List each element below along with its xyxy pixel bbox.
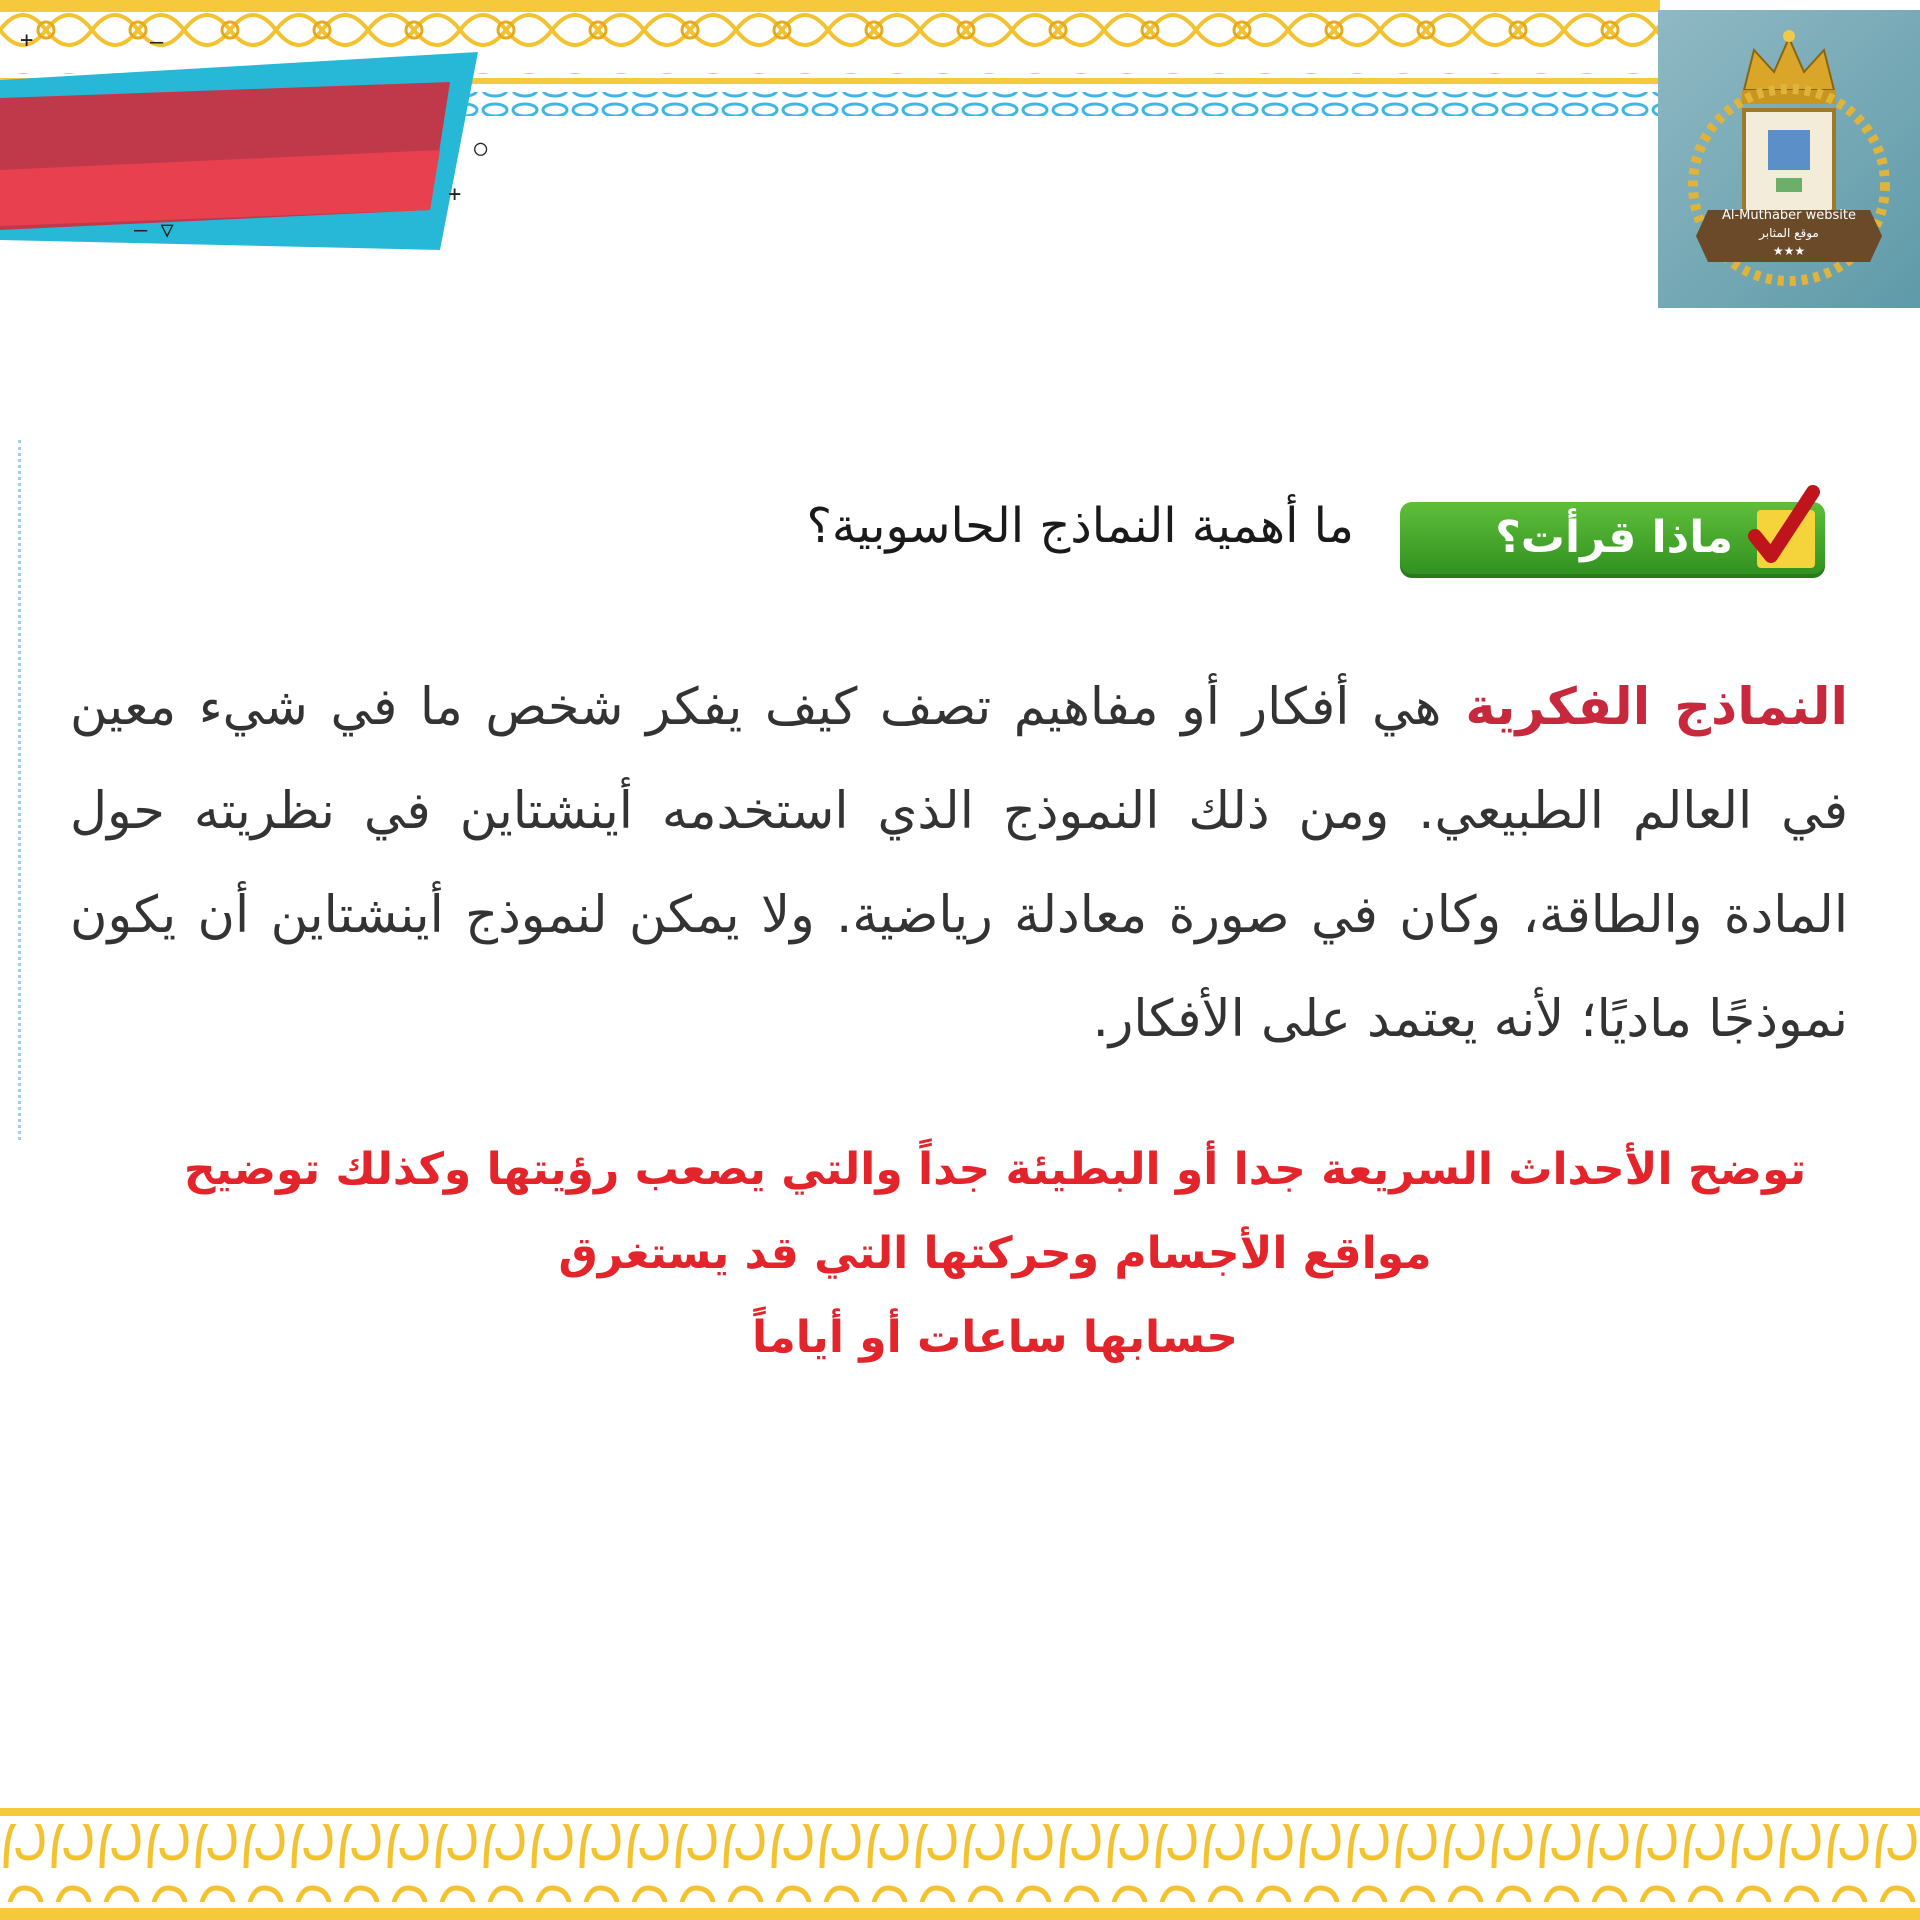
term-mental-models: النماذج الفكرية (1465, 678, 1849, 737)
ribbon-mark-plus: + (20, 28, 34, 53)
site-logo (1658, 10, 1920, 308)
decorative-ribbon (0, 40, 500, 250)
definition-paragraph (70, 656, 1848, 1072)
logo-text-arabic: موقع المثابر (1759, 226, 1819, 240)
badge-label: ماذا قرأت؟ (1495, 512, 1733, 563)
bottom-ornamental-border (0, 1808, 1920, 1920)
ribbon-mark-circle: ○ (474, 136, 488, 161)
paragraph-body: هي أفكار أو مفاهيم تصف كيف يفكر شخص ما في شيء معين في العالم الطبيعي. ومن ذلك النموذج الذي استخدمه أينشتاين في نظريته حول المادة والطاقة، وكان في صورة معادلة رياضية. ولا يمكن لنموذج أينشتاين أن يكون نموذجًا ماديًا؛ لأنه يعتمد على الأفكار. (70, 678, 1848, 1049)
what-did-you-read-badge (1400, 502, 1825, 578)
checkmark-icon (1741, 484, 1821, 574)
answer-line-1: توضح الأحداث السريعة جدا أو البطيئة جداً والتي يصعب رؤيتها وكذلك توضيح (183, 1144, 1807, 1195)
logo-text-english: Al-Muthaber website (1721, 208, 1857, 223)
crown-emblem-icon (1658, 10, 1920, 308)
answer-text (120, 1128, 1870, 1380)
ribbon-mark-dash: — (150, 30, 164, 55)
answer-line-2: مواقع الأجسام وحركتها التي قد يستغرق (558, 1228, 1432, 1279)
question-text: ما أهمية النماذج الحاسوبية؟ (806, 498, 1354, 554)
dotted-margin-line (18, 440, 21, 1140)
ribbon-mark-plus-2: + (448, 182, 462, 207)
answer-line-3: حسابها ساعات أو أياماً (752, 1312, 1238, 1363)
logo-stars: ★★★ (1772, 244, 1806, 258)
ribbon-mark-dash-triangle: — ▽ (134, 218, 174, 243)
